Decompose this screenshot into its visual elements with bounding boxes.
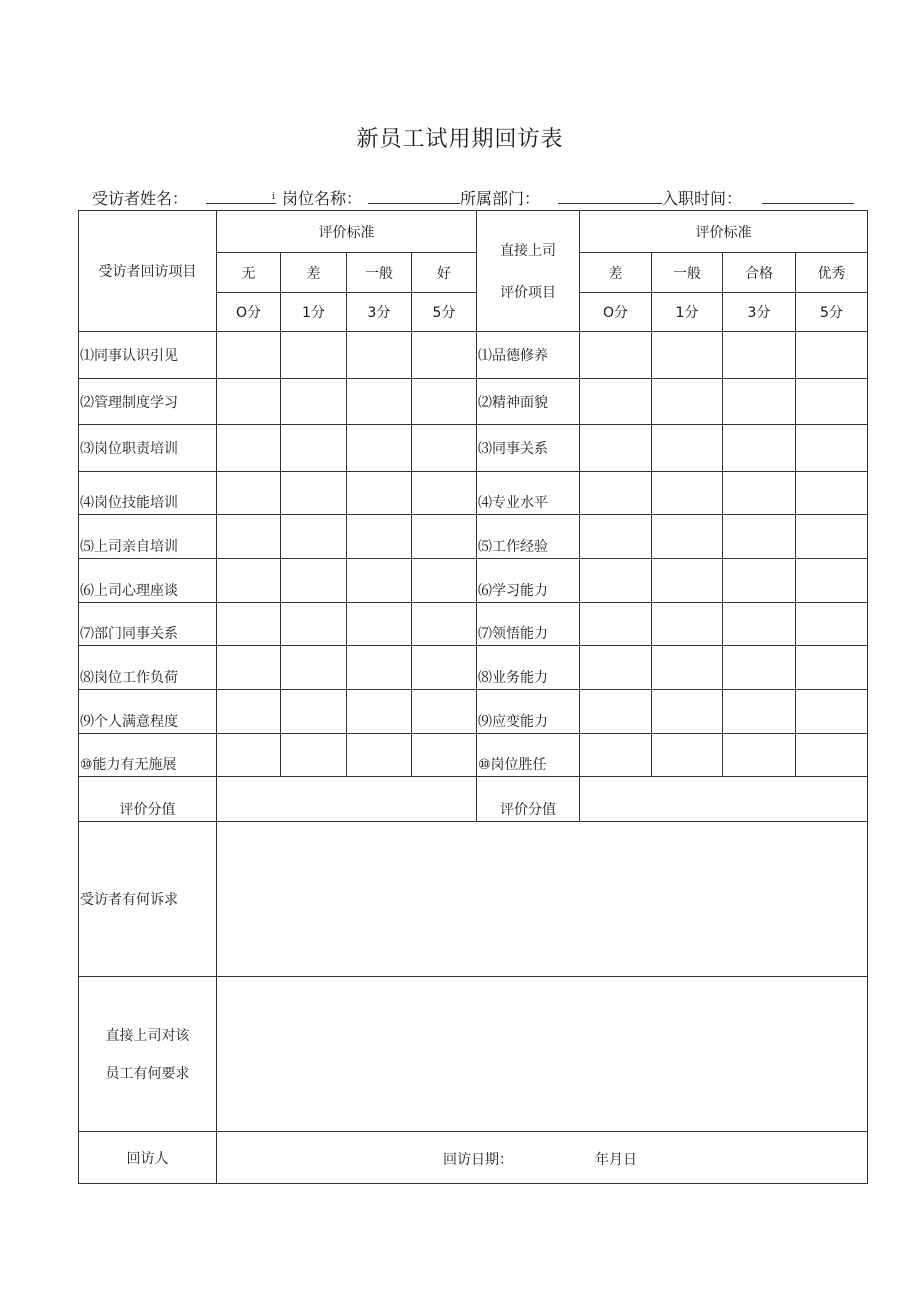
join-blank[interactable]: [762, 203, 854, 204]
right-item: ⑷专业水平: [477, 472, 580, 515]
right-item: ⑸工作经验: [477, 515, 580, 559]
visit-date-format: 年月日: [595, 1152, 637, 1168]
rating-cell[interactable]: [412, 515, 477, 559]
rating-cell[interactable]: [412, 425, 477, 472]
position-blank[interactable]: [368, 203, 460, 204]
left-item: ⑹上司心理座谈: [79, 559, 217, 603]
boss-request-line1: 直接上司对该: [105, 1028, 190, 1044]
right-item: ⑩岗位胜任: [477, 734, 580, 777]
rating-cell[interactable]: [580, 559, 652, 603]
right-item: ⑼应变能力: [477, 690, 580, 734]
rating-cell[interactable]: [652, 690, 723, 734]
rating-cell[interactable]: [796, 515, 868, 559]
right-item: ⑶同事关系: [477, 425, 580, 472]
page-title: 新员工试用期回访表: [356, 127, 564, 152]
join-label: 入职时间：: [662, 189, 743, 208]
rating-cell[interactable]: [580, 690, 652, 734]
rating-cell[interactable]: [723, 425, 796, 472]
rating-cell[interactable]: [723, 603, 796, 646]
right-item-header-line2: 评价项目: [500, 285, 556, 301]
right-score-label: 评价分值: [477, 777, 580, 822]
right-level: 合格: [723, 253, 796, 293]
position-label: 岗位名称：: [282, 189, 363, 208]
right-level: 差: [580, 253, 652, 293]
rating-cell[interactable]: [412, 734, 477, 777]
rating-cell[interactable]: [723, 379, 796, 425]
rating-cell[interactable]: [412, 472, 477, 515]
left-criteria-header: 评价标准: [217, 211, 477, 253]
rating-cell[interactable]: [217, 379, 281, 425]
right-score: 3分: [723, 293, 796, 332]
rating-cell[interactable]: [796, 559, 868, 603]
rating-cell[interactable]: [652, 472, 723, 515]
right-level: 优秀: [796, 253, 868, 293]
boss-request-label: [79, 977, 217, 1132]
rating-cell[interactable]: [281, 425, 347, 472]
left-item: ⑼个人满意程度: [79, 690, 217, 734]
rating-cell[interactable]: [281, 515, 347, 559]
rating-cell[interactable]: [580, 332, 652, 379]
rating-cell[interactable]: [347, 515, 412, 559]
visit-date-label: 回访日期：: [443, 1152, 513, 1168]
score-row: [79, 777, 868, 822]
rating-cell[interactable]: [652, 332, 723, 379]
rating-cell[interactable]: [723, 734, 796, 777]
visit-date-cell[interactable]: [217, 1132, 868, 1184]
left-item: ⑻岗位工作负荷: [79, 646, 217, 690]
dept-blank[interactable]: [558, 203, 662, 204]
left-score-label: 评价分值: [79, 777, 217, 822]
rating-cell[interactable]: [217, 646, 281, 690]
boss-request-content[interactable]: [217, 977, 868, 1132]
right-score: 5分: [796, 293, 868, 332]
boss-request-row: [79, 977, 868, 1132]
right-item: ⑹学习能力: [477, 559, 580, 603]
left-item: ⑴同事认识引见: [79, 332, 217, 379]
rating-cell[interactable]: [796, 472, 868, 515]
left-score: 3分: [347, 293, 412, 332]
rating-cell[interactable]: [580, 646, 652, 690]
rating-cell[interactable]: [347, 332, 412, 379]
rating-cell[interactable]: [412, 603, 477, 646]
rating-cell[interactable]: [217, 734, 281, 777]
rating-cell[interactable]: [796, 690, 868, 734]
visitor-label: 回访人: [79, 1132, 217, 1184]
rating-cell[interactable]: [652, 646, 723, 690]
rating-cell[interactable]: [217, 332, 281, 379]
rating-cell[interactable]: [580, 734, 652, 777]
rating-cell[interactable]: [217, 603, 281, 646]
table-row: [79, 603, 868, 646]
left-level: 差: [281, 253, 347, 293]
rating-cell[interactable]: [281, 379, 347, 425]
right-item: ⑻业务能力: [477, 646, 580, 690]
left-item: ⑺部门同事关系: [79, 603, 217, 646]
rating-cell[interactable]: [796, 734, 868, 777]
rating-cell[interactable]: [281, 559, 347, 603]
rating-cell[interactable]: [652, 425, 723, 472]
rating-cell[interactable]: [652, 603, 723, 646]
table-row: [79, 515, 868, 559]
appeal-row: [79, 822, 868, 977]
table-row: [79, 379, 868, 425]
review-form-table: [78, 210, 868, 1184]
right-score: O分: [580, 293, 652, 332]
name-blank[interactable]: [206, 203, 276, 204]
rating-cell[interactable]: [580, 379, 652, 425]
rating-cell[interactable]: [347, 646, 412, 690]
rating-cell[interactable]: [347, 734, 412, 777]
table-row: [79, 559, 868, 603]
table-row: [79, 734, 868, 777]
left-level: 好: [412, 253, 477, 293]
rating-cell[interactable]: [652, 734, 723, 777]
info-line: [92, 186, 862, 210]
left-item: ⑶岗位职责培训: [79, 425, 217, 472]
appeal-label: 受访者有何诉求: [79, 822, 217, 977]
right-score: 1分: [652, 293, 723, 332]
right-criteria-header: 评价标准: [580, 211, 868, 253]
rating-cell[interactable]: [217, 472, 281, 515]
rating-cell[interactable]: [347, 379, 412, 425]
table-row: [79, 472, 868, 515]
rating-cell[interactable]: [217, 690, 281, 734]
boss-request-line2: 员工有何要求: [105, 1066, 190, 1082]
right-item-header: [477, 211, 580, 332]
left-item-header: 受访者回访项目: [79, 211, 217, 332]
right-item: ⑺领悟能力: [477, 603, 580, 646]
rating-cell[interactable]: [347, 690, 412, 734]
rating-cell[interactable]: [412, 559, 477, 603]
table-row: [79, 332, 868, 379]
rating-cell[interactable]: [281, 603, 347, 646]
left-item: ⑩能力有无施展: [79, 734, 217, 777]
table-row: [79, 690, 868, 734]
left-score: O分: [217, 293, 281, 332]
rating-cell[interactable]: [723, 332, 796, 379]
left-score: 5分: [412, 293, 477, 332]
name-label: 受访者姓名：: [92, 189, 189, 208]
rating-cell[interactable]: [580, 515, 652, 559]
left-score-value[interactable]: [217, 777, 477, 822]
rating-cell[interactable]: [412, 690, 477, 734]
left-score: 1分: [281, 293, 347, 332]
rating-cell[interactable]: [723, 646, 796, 690]
left-item: ⑵管理制度学习: [79, 379, 217, 425]
rating-cell[interactable]: [412, 332, 477, 379]
rating-cell[interactable]: [412, 646, 477, 690]
right-item-header-line1: 直接上司: [500, 243, 556, 259]
rating-cell[interactable]: [580, 425, 652, 472]
rating-cell[interactable]: [281, 646, 347, 690]
rating-cell[interactable]: [796, 332, 868, 379]
table-row: [79, 425, 868, 472]
left-item: ⑸上司亲自培训: [79, 515, 217, 559]
rating-cell[interactable]: [412, 379, 477, 425]
rating-cell[interactable]: [217, 425, 281, 472]
rating-cell[interactable]: [652, 559, 723, 603]
rating-cell[interactable]: [796, 646, 868, 690]
left-item: ⑷岗位技能培训: [79, 472, 217, 515]
rating-cell[interactable]: [796, 603, 868, 646]
rating-cell[interactable]: [281, 690, 347, 734]
rating-cell[interactable]: [652, 379, 723, 425]
right-item: ⑴品德修养: [477, 332, 580, 379]
rating-cell[interactable]: [281, 734, 347, 777]
rating-cell[interactable]: [723, 690, 796, 734]
appeal-content[interactable]: [217, 822, 868, 977]
rating-cell[interactable]: [652, 515, 723, 559]
footer-row: [79, 1132, 868, 1184]
rating-cell[interactable]: [580, 603, 652, 646]
left-level: 无: [217, 253, 281, 293]
rating-cell[interactable]: [580, 472, 652, 515]
rating-cell[interactable]: [281, 332, 347, 379]
rating-cell[interactable]: [723, 515, 796, 559]
rating-cell[interactable]: [281, 472, 347, 515]
dept-label: 所属部门：: [460, 189, 541, 208]
rating-cell[interactable]: [723, 472, 796, 515]
rating-cell[interactable]: [347, 559, 412, 603]
rating-cell[interactable]: [217, 515, 281, 559]
rating-cell[interactable]: [347, 472, 412, 515]
rating-cell[interactable]: [796, 379, 868, 425]
right-score-value[interactable]: [580, 777, 868, 822]
rating-cell[interactable]: [347, 425, 412, 472]
table-row: [79, 646, 868, 690]
rating-cell[interactable]: [217, 559, 281, 603]
right-level: 一般: [652, 253, 723, 293]
rating-cell[interactable]: [347, 603, 412, 646]
right-item: ⑵精神面貌: [477, 379, 580, 425]
left-level: 一般: [347, 253, 412, 293]
rating-cell[interactable]: [723, 559, 796, 603]
name-mark: i: [272, 192, 275, 202]
rating-cell[interactable]: [796, 425, 868, 472]
